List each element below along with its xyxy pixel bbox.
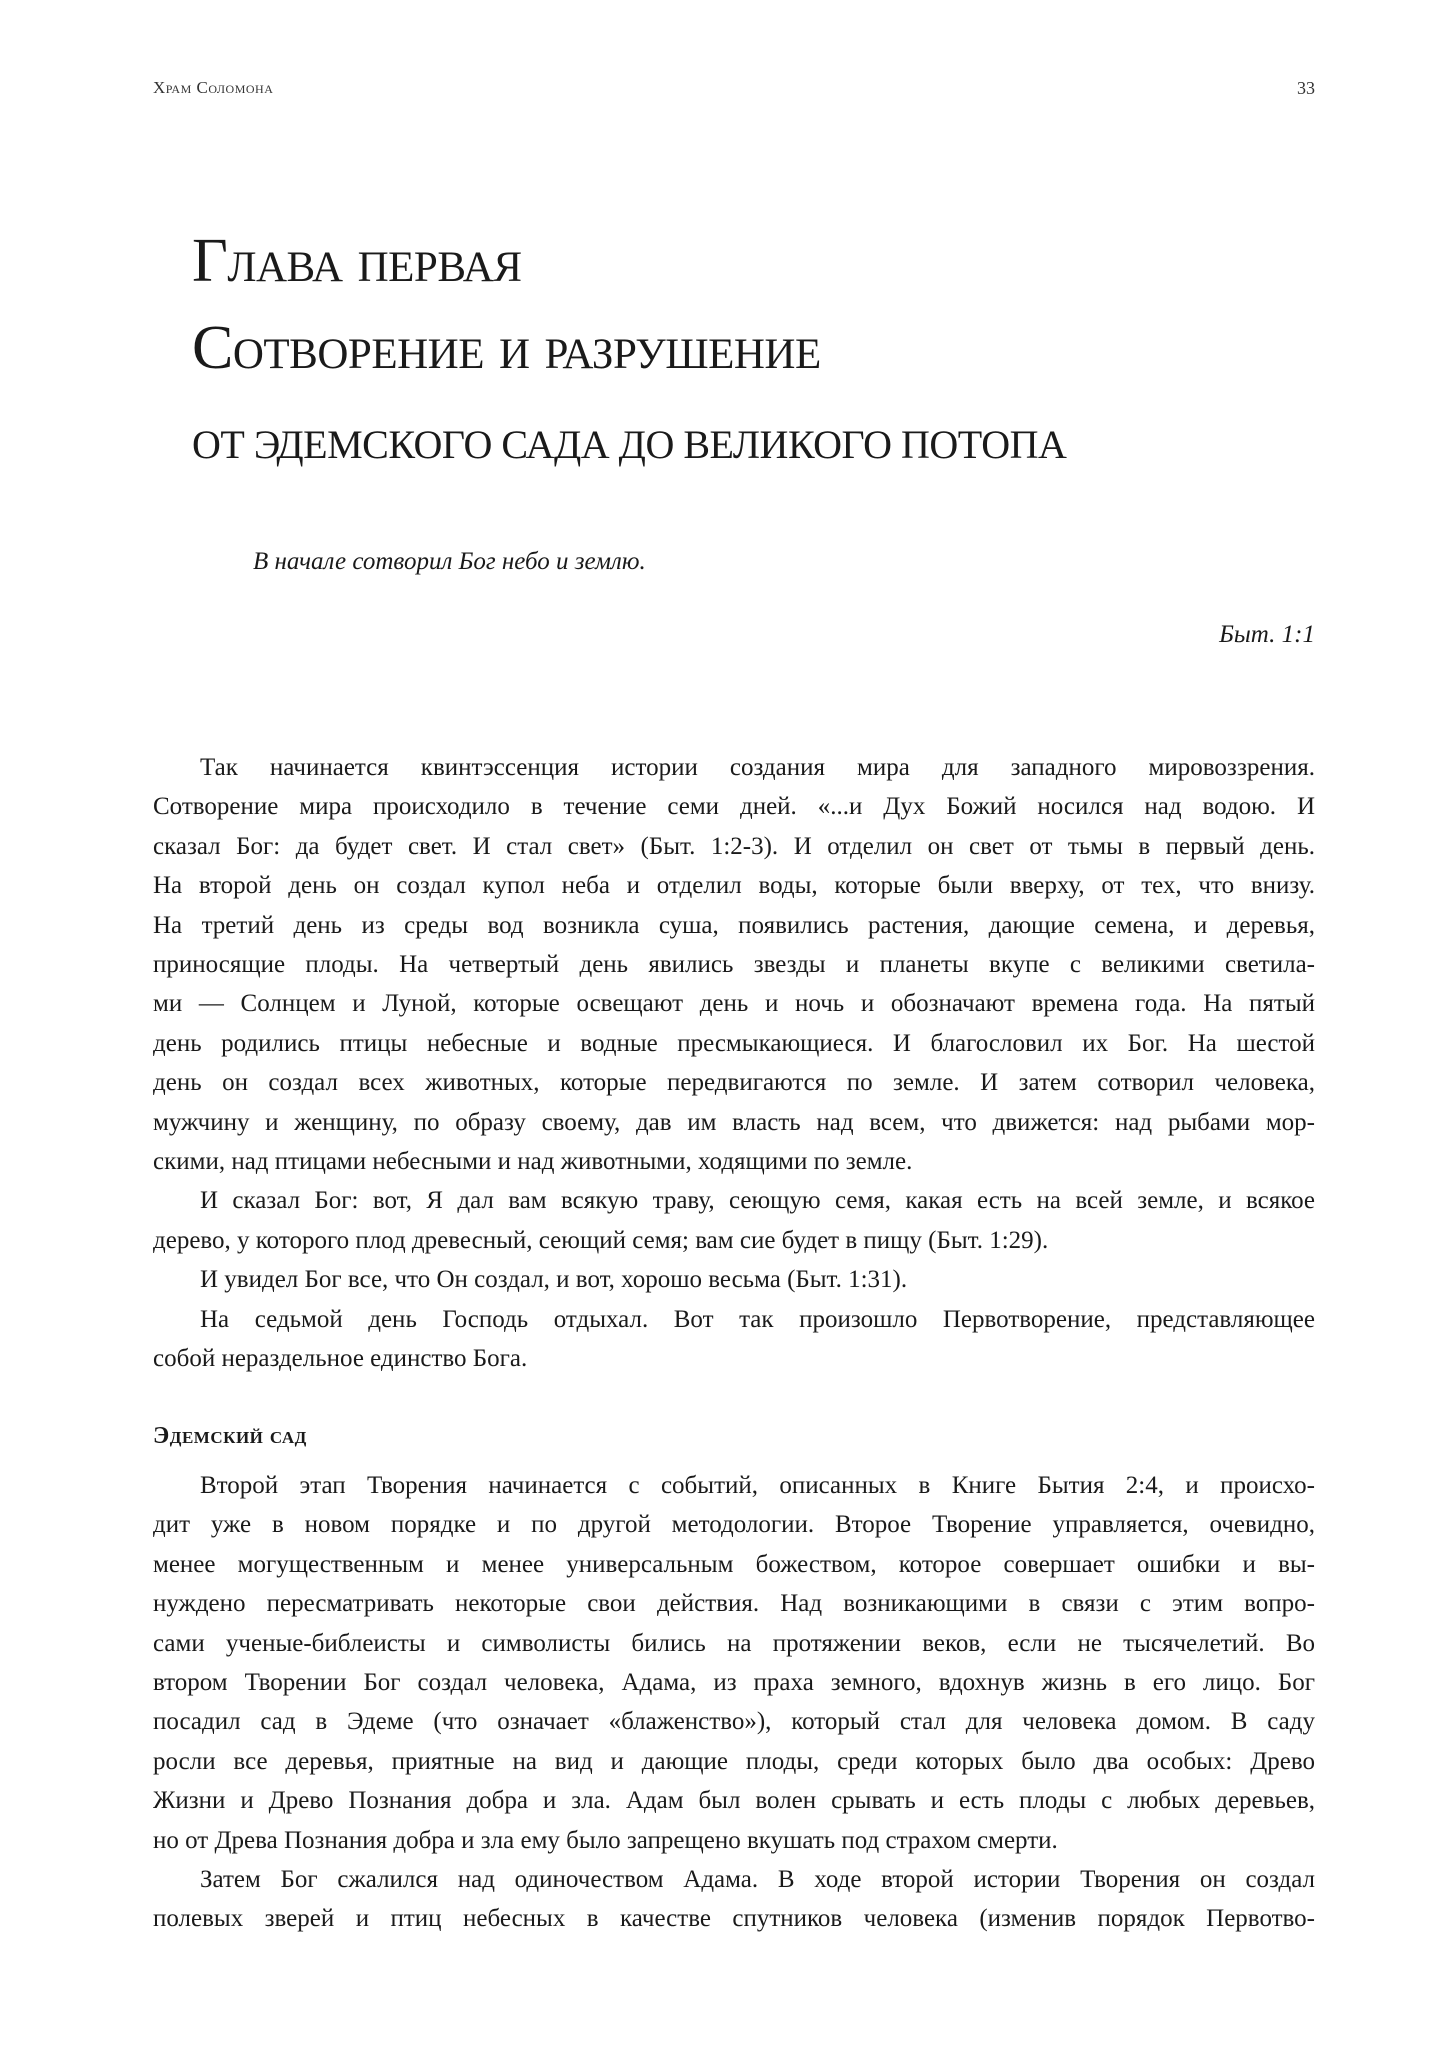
text-line: день родились птицы небесные и водные пресмыкающиеся. И благословил их Бог. На шестой bbox=[153, 1029, 1315, 1057]
section-1-body bbox=[153, 748, 1315, 1379]
chapter-title-line: Глава первая bbox=[192, 227, 522, 295]
text-line: На второй день он создал купол неба и отделил воды, которые были вверху, от тех, что внизу. bbox=[153, 872, 1315, 900]
epigraph-source: Быт. 1:1 bbox=[1219, 621, 1315, 648]
text-line: скими, над птицами небесными и над животными, ходящими по земле. bbox=[153, 1148, 913, 1176]
text-line: Затем Бог сжалился над одиночеством Адама. В ходе второй истории Творения он создал bbox=[200, 1866, 1315, 1894]
text-line: посадил сад в Эдеме (что означает «блаженство»), который стал для человека домом. В саду bbox=[153, 1708, 1315, 1736]
text-line: Сотворение мира происходило в течение семи дней. «...и Дух Божий носился над водою. И bbox=[153, 793, 1315, 821]
text-line: собой нераздельное единство Бога. bbox=[153, 1345, 528, 1373]
text-line: Жизни и Древо Познания добра и зла. Адам был волен срывать и есть плоды с любых деревьев, bbox=[153, 1787, 1315, 1815]
epigraph-text: В начале сотворил Бог небо и землю. bbox=[253, 548, 646, 575]
text-line: И увидел Бог все, что Он создал, и вот, хорошо весьма (Быт. 1:31). bbox=[200, 1266, 908, 1294]
text-line: полевых зверей и птиц небесных в качестве спутников человека (изменив порядок Первотво- bbox=[153, 1905, 1315, 1933]
chapter-title bbox=[192, 218, 821, 392]
chapter-title-line: Сотворение и разрушение bbox=[192, 314, 821, 382]
text-line: Второй этап Творения начинается с событий, описанных в Книге Бытия 2:4, и происхо- bbox=[200, 1472, 1315, 1499]
page-number: 33 bbox=[1297, 78, 1315, 98]
text-line: дит уже в новом порядке и по другой методологии. Второе Творение управляется, очевидно, bbox=[153, 1511, 1315, 1539]
section-heading: Эдемский сад bbox=[153, 1423, 307, 1449]
text-line: мужчину и женщину, по образу своему, дав им власть над всем, что движется: над рыбами мор- bbox=[153, 1108, 1315, 1136]
text-line: приносящие плоды. На четвертый день явились звезды и планеты вкупе с великими светила- bbox=[153, 951, 1315, 979]
chapter-subtitle: ОТ ЭДЕМСКОГО САДА ДО ВЕЛИКОГО ПОТОПА bbox=[192, 422, 1067, 467]
text-line: втором Творении Бог создал человека, Адама, из праха земного, вдохнув жизнь в его лицо. Бог bbox=[153, 1669, 1315, 1697]
text-line: На седьмой день Господь отдыхал. Вот так произошло Первотворение, представляющее bbox=[200, 1305, 1315, 1333]
text-line: Так начинается квинтэссенция истории создания мира для западного мировоззрения. bbox=[200, 754, 1315, 781]
text-line: сами ученые-библеисты и символисты бились на протяжении веков, если не тысячелетий. Во bbox=[153, 1629, 1315, 1657]
text-line: нуждено пересматривать некоторые свои действия. Над возникающими в связи с этим вопро- bbox=[153, 1590, 1315, 1618]
text-line: На третий день из среды вод возникла суша, появились растения, дающие семена, и деревья, bbox=[153, 911, 1315, 939]
text-line: дерево, у которого плод древесный, сеющий семя; вам сие будет в пищу (Быт. 1:29). bbox=[153, 1226, 1049, 1254]
text-line: ми — Солнцем и Луной, которые освещают день и ночь и обозначают времена года. На пятый bbox=[153, 990, 1315, 1018]
text-line: но от Древа Познания добра и зла ему было запрещено вкушать под страхом смерти. bbox=[153, 1826, 1058, 1854]
text-line: менее могущественным и менее универсальным божеством, которое совершает ошибки и вы- bbox=[153, 1550, 1315, 1578]
text-line: росли все деревья, приятные на вид и дающие плоды, среди которых было два особых: Древо bbox=[153, 1747, 1315, 1775]
text-line: сказал Бог: да будет свет. И стал свет» (Быт. 1:2-3). И отделил он свет от тьмы в первый день. bbox=[153, 832, 1315, 860]
text-line: И сказал Бог: вот, Я дал вам всякую траву, сеющую семя, какая есть на всей земле, и всякое bbox=[200, 1187, 1315, 1215]
running-title: Храм Соломона bbox=[153, 78, 274, 97]
text-line: день он создал всех животных, которые передвигаются по земле. И затем сотворил человека, bbox=[153, 1069, 1315, 1097]
section-2-body bbox=[153, 1466, 1315, 1939]
